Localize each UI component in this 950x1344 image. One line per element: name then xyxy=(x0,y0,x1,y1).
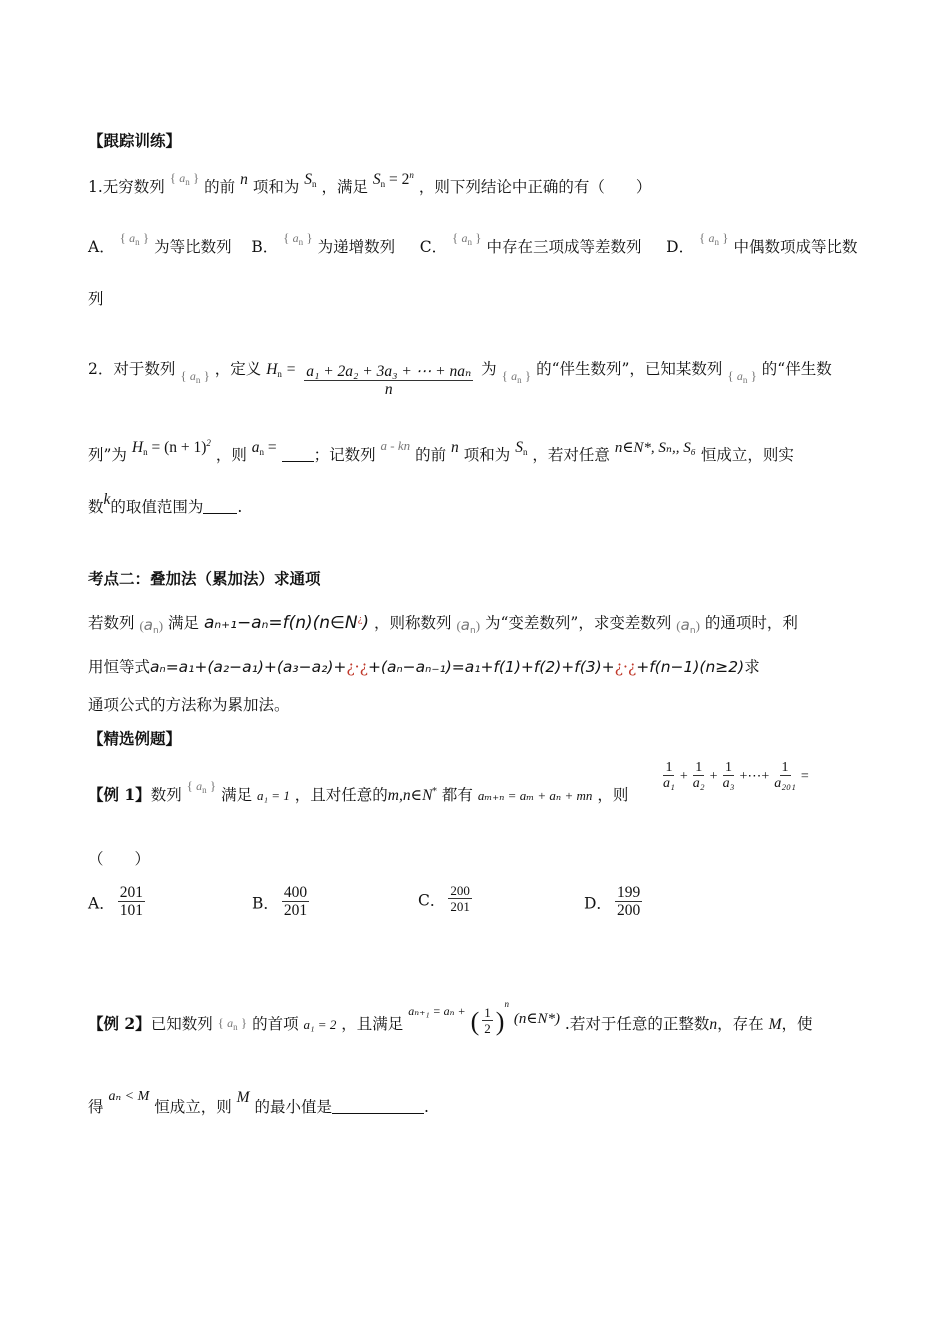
sum-condition: $Sn = 2^n$ xyxy=(372,170,414,190)
reciprocal-sum: $\frac{1}{\text{a₁}}$ + $\frac{1}{\text{a₂}}$ + $\frac{1}{\text{a₃}}$ +⋯+ $\frac{1}{\text{a₂₀₁}}$ = xyxy=(663,760,809,792)
example-2: 【例 2】已知数列 { $a_n$ } 的首项 a₁ = 2 ，且满足 $^{a_{n+1} = a_n +}$ ( $\frac{1}{2}$ )$^n$ (n∈N*) .若对于任意的正整数n，存在 M，使 xyxy=(88,999,813,1037)
answer-blank-an[interactable] xyxy=(282,447,314,462)
example-1-paren: （ ） xyxy=(88,850,151,868)
companion-sequence-fraction: $\frac{\text{a₁ + 2a₂ + 3a₃ + ⋯ + naₙ}}{n}$ xyxy=(306,363,472,399)
section-heading-accumulation: 考点二：叠加法（累加法）求通项 xyxy=(88,569,321,588)
example-2-line-2: 得 aₙ < M 恒成立，则 M 的最小值是 . xyxy=(88,1089,429,1116)
question-2-line-3: 数k的取值范围为 . xyxy=(88,491,243,516)
option-a[interactable]: 为等比数列 xyxy=(154,238,232,256)
half-power: ( $\frac{1}{2}$ )$^n$ xyxy=(470,999,509,1037)
seq-a-n: { $a_n$ } xyxy=(169,170,200,188)
question-2-line-2: 列”为 $Hn = (n + 1)^2$ ，则 an = ；记数列 a - kn 的前 n 项和为 Sn ，若对任意 n∈N*, Sₙ,, S₆ 恒成立，则实 xyxy=(88,438,794,465)
section-heading-tracking: 【跟踪训练】 xyxy=(88,131,182,150)
example-1-option-d[interactable]: D． $\frac{199}{200}$ xyxy=(584,884,641,920)
answer-blank-m[interactable] xyxy=(332,1099,424,1114)
option-b[interactable]: 为递增数列 xyxy=(317,238,396,256)
definition-line-1: 若数列 $(a_n)$ 满足 aₙ₊₁−aₙ=f(n)(n∈N¿) ，则称数列 $(a_n)$ 为“变差数列”，求变差数列 $(a_n)$ 的通项时，利 xyxy=(88,613,798,636)
example-1-option-b[interactable]: B． $\frac{400}{201}$ xyxy=(252,884,308,920)
example-1-option-a[interactable]: A． $\frac{201}{101}$ xyxy=(88,884,143,920)
option-d-wrap: 列 xyxy=(88,290,104,308)
option-c[interactable]: 中存在三项成等差数列 xyxy=(486,238,642,256)
question-2: 2．对于数列 { $a_n$ } ，定义 Hn = $\frac{\text{a₁ + 2a₂ + 3a₃ + ⋯ + naₙ}}{n}$ 为 { $a_n$ } 的“伴生数列”，已知某数列 { $a_n$ } 的“伴生数 xyxy=(88,360,832,399)
example-1: 【例 1】数列 { $a_n$ } 满足 a₁ = 1 ，且对任意的m,n∈N* 都有 aₘ₊ₙ = aₘ + aₙ + mn ，则 xyxy=(88,778,629,804)
question-1-options: A． { $a_n$ } 为等比数列 B． { $a_n$ } 为递增数列 C． { $a_n$ } 中存在三项成等差数列 D． { $a_n$ } 中偶数项成等比数 xyxy=(88,230,858,256)
option-d[interactable]: 中偶数项成等比数 xyxy=(733,238,858,256)
question-1: 1.无穷数列 { $a_n$ } 的前 n 项和为 Sn ，满足 $Sn = 2^n$ ，则下列结论中正确的有（ ） xyxy=(88,170,652,197)
definition-line-3: 通项公式的方法称为累加法。 xyxy=(88,696,290,714)
example-1-option-c[interactable]: C． $\frac{200}{201}$ xyxy=(418,883,470,915)
section-heading-examples: 【精选例题】 xyxy=(88,729,182,748)
definition-line-2: 用恒等式aₙ=a₁+(a₂−a₁)+(a₃−a₂)+¿·¿+(aₙ−aₙ₋₁)=a₁+f(1)+f(2)+f(3)+¿·¿+f(n−1)(n≥2)求 xyxy=(88,658,760,676)
answer-blank-k[interactable] xyxy=(203,499,237,514)
